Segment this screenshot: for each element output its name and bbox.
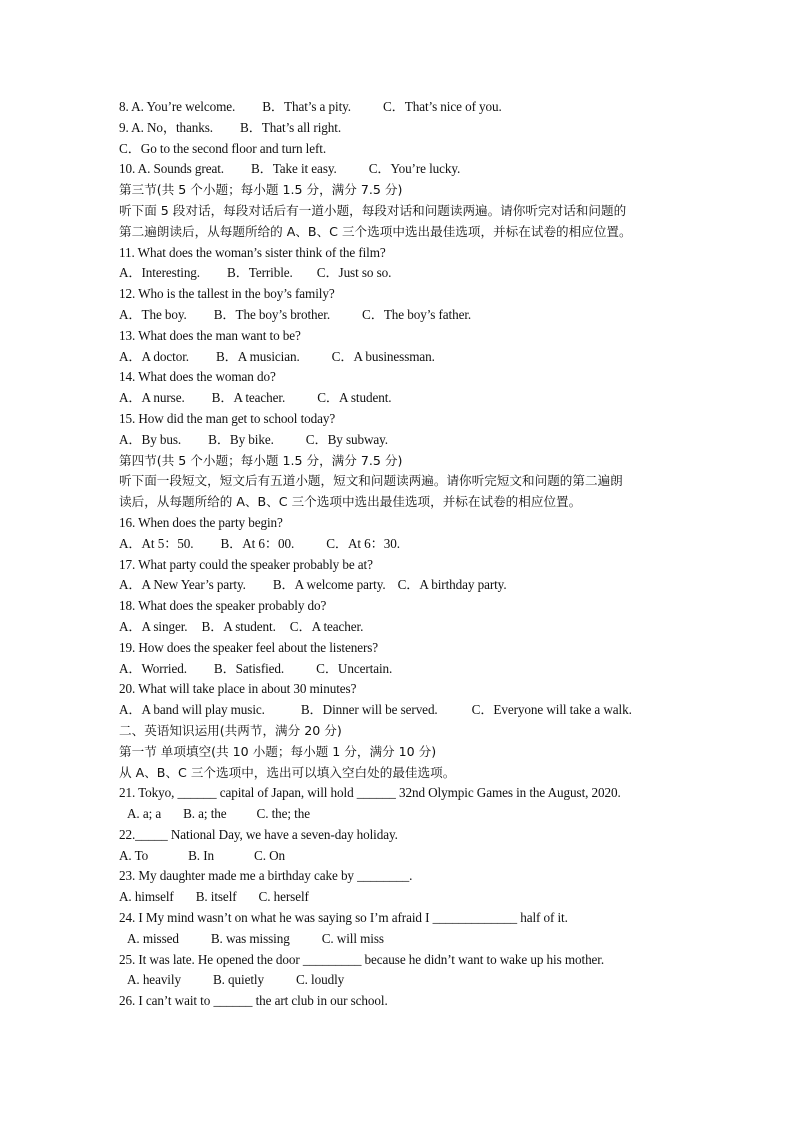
question-text: 24. I My mind wasn’t on what he was saying so I’m afraid I _____________ half of it. [119, 910, 568, 926]
question-text: 19. How does the speaker feel about the listeners? [119, 639, 379, 655]
option-c: C．By subway. [305, 431, 388, 447]
option-c: C．That’s nice of you. [382, 99, 502, 114]
text-line [119, 513, 699, 534]
option-c: C．Uncertain. [316, 660, 393, 676]
question-text: 25. It was late. He opened the door _________ because he didn’t want to wake up his mother. [119, 951, 605, 967]
question-text: A．Interesting. [119, 265, 201, 281]
question-text: A．A band will play music. [119, 702, 265, 718]
option-b: B. was missing [210, 930, 290, 946]
option-c: C．Just so so. [316, 265, 392, 281]
text-line [119, 159, 699, 180]
section-text: 第三节(共 5 个小题；每小题 1.5 分，满分 7.5 分) [119, 182, 403, 198]
text-line [119, 659, 699, 680]
section-text: 听下面 5 段对话，每段对话后有一道小题，每段对话和问题读两遍。请你听完对话和问题的 [119, 202, 627, 218]
option-b: B．Terrible. [227, 265, 293, 281]
question-text: 20. What will take place in about 30 minutes? [119, 681, 357, 697]
text-line [119, 970, 699, 991]
text-line [119, 118, 699, 139]
text-line [119, 263, 699, 284]
text-line [119, 555, 699, 576]
option-b: B. itself [195, 889, 237, 905]
section-text: 第二遍朗读后，从每题所给的 A、B、C 三个选项中选出最佳选项，并标在试卷的相应位置。 [119, 223, 632, 239]
option-c: C. On [254, 847, 286, 863]
question-text: 15. How did the man get to school today? [119, 410, 336, 426]
option-c: C．A businessman. [331, 348, 435, 364]
option-b: B．The boy’s brother. [213, 306, 331, 322]
text-line [119, 139, 699, 160]
text-line [119, 763, 699, 784]
text-line [119, 804, 699, 825]
option-c: C．The boy’s father. [362, 306, 472, 322]
option-c: C．You’re lucky. [368, 161, 461, 177]
text-line [119, 617, 699, 638]
text-line [119, 721, 699, 742]
option-b: B. quietly [212, 972, 264, 988]
text-line [119, 97, 699, 118]
option-c: C．A teacher. [289, 618, 364, 634]
question-text: A．A singer. [119, 618, 188, 634]
question-text: A．By bus. [119, 431, 182, 447]
section-text: 第一节 单项填空(共 10 小题；每小题 1 分，满分 10 分) [119, 743, 437, 759]
text-line [119, 825, 699, 846]
section-text: 从 A、B、C 三个选项中，选出可以填入空白处的最佳选项。 [119, 764, 456, 780]
text-line [119, 991, 699, 1012]
section-text: 听下面一段短文，短文后有五道小题，短文和问题读两遍。请你听完短文和问题的第二遍朗 [119, 473, 623, 489]
option-c: C．At 6：30. [326, 535, 400, 551]
question-text: A. To [119, 847, 149, 863]
text-line [119, 222, 699, 243]
option-b: B．That’s all right. [240, 119, 342, 135]
text-line [119, 700, 699, 721]
text-line [119, 409, 699, 430]
text-line [119, 471, 699, 492]
text-line [119, 846, 699, 867]
text-line [119, 430, 699, 451]
text-line [119, 742, 699, 763]
text-line [119, 367, 699, 388]
option-c: C. the; the [256, 806, 310, 822]
text-line [119, 950, 699, 971]
question-text: A．A New Year’s party. [119, 577, 246, 593]
question-text: A．A doctor. [119, 348, 189, 364]
option-b: B．Take it easy. [250, 161, 337, 177]
section-text: 第四节(共 5 个小题；每小题 1.5 分，满分 7.5 分) [119, 452, 403, 468]
question-text: 12. Who is the tallest in the boy’s family? [119, 286, 335, 302]
text-line [119, 887, 699, 908]
question-text: 21. Tokyo, ______ capital of Japan, will hold ______ 32nd Olympic Games in the August, 2020. [119, 785, 621, 801]
text-line [119, 908, 699, 929]
text-line [119, 679, 699, 700]
option-b: B. a; the [183, 806, 227, 822]
option-b: B. In [188, 847, 214, 863]
text-line [119, 492, 699, 513]
text-lines [119, 97, 699, 1012]
option-c: C. loudly [295, 972, 345, 988]
text-line [119, 305, 699, 326]
text-line [119, 638, 699, 659]
option-b: B．A student. [201, 618, 276, 634]
question-text: C．Go to the second floor and turn left. [119, 140, 327, 156]
question-text: 11. What does the woman’s sister think of the film? [119, 244, 386, 260]
text-line [119, 243, 699, 264]
question-text: A. himself [119, 889, 174, 905]
text-line [119, 596, 699, 617]
option-b: B．That’s a pity. [262, 99, 351, 114]
text-line [119, 326, 699, 347]
option-b: B．A musician. [215, 348, 300, 364]
text-line [119, 866, 699, 887]
text-line [119, 783, 699, 804]
question-text: 9. A. No，thanks. [119, 119, 214, 135]
question-text: A．Worried. [119, 660, 187, 676]
question-text: A．A nurse. [119, 390, 185, 406]
option-c: C．Everyone will take a walk. [471, 702, 632, 718]
option-b: B．By bike. [208, 431, 274, 447]
option-b: B．At 6：00. [220, 535, 295, 551]
question-text: A. a; a [127, 806, 162, 822]
question-text: 26. I can’t wait to ______ the art club in our school. [119, 993, 388, 1009]
option-b: B．A welcome party. [272, 577, 386, 593]
text-line [119, 534, 699, 555]
question-text: 18. What does the speaker probably do? [119, 598, 327, 614]
option-b: B．A teacher. [211, 390, 286, 406]
question-text: 10. A. Sounds great. [119, 161, 224, 177]
text-line [119, 347, 699, 368]
option-c: C. herself [258, 889, 309, 905]
option-c: C．A student. [317, 390, 392, 406]
question-text: 22._____ National Day, we have a seven-day holiday. [119, 826, 398, 842]
question-text: A. missed [127, 930, 179, 946]
question-text: A．At 5：50. [119, 535, 194, 551]
option-c: C. will miss [321, 930, 384, 946]
text-line [119, 929, 699, 950]
question-text: A. heavily [127, 972, 181, 988]
text-line [119, 201, 699, 222]
section-text: 二、英语知识运用(共两节，满分 20 分) [119, 722, 342, 738]
question-text: 17. What party could the speaker probably be at? [119, 556, 373, 572]
question-text: 16. When does the party begin? [119, 514, 283, 530]
text-line [119, 451, 699, 472]
exam-page [119, 97, 699, 1012]
option-b: B．Dinner will be served. [300, 702, 438, 718]
text-line [119, 284, 699, 305]
question-text: 23. My daughter made me a birthday cake by ________. [119, 868, 413, 884]
question-text: 14. What does the woman do? [119, 369, 276, 385]
section-text: 读后，从每题所给的 A、B、C 三个选项中选出最佳选项，并标在试卷的相应位置。 [119, 494, 582, 510]
question-text: 13. What does the man want to be? [119, 327, 301, 343]
option-b: B．Satisfied. [213, 660, 285, 676]
text-line [119, 575, 699, 596]
question-text: 8. A. You’re welcome. [119, 99, 236, 114]
text-line [119, 180, 699, 201]
option-c: C．A birthday party. [397, 577, 507, 593]
text-line [119, 388, 699, 409]
question-text: A．The boy. [119, 306, 187, 322]
